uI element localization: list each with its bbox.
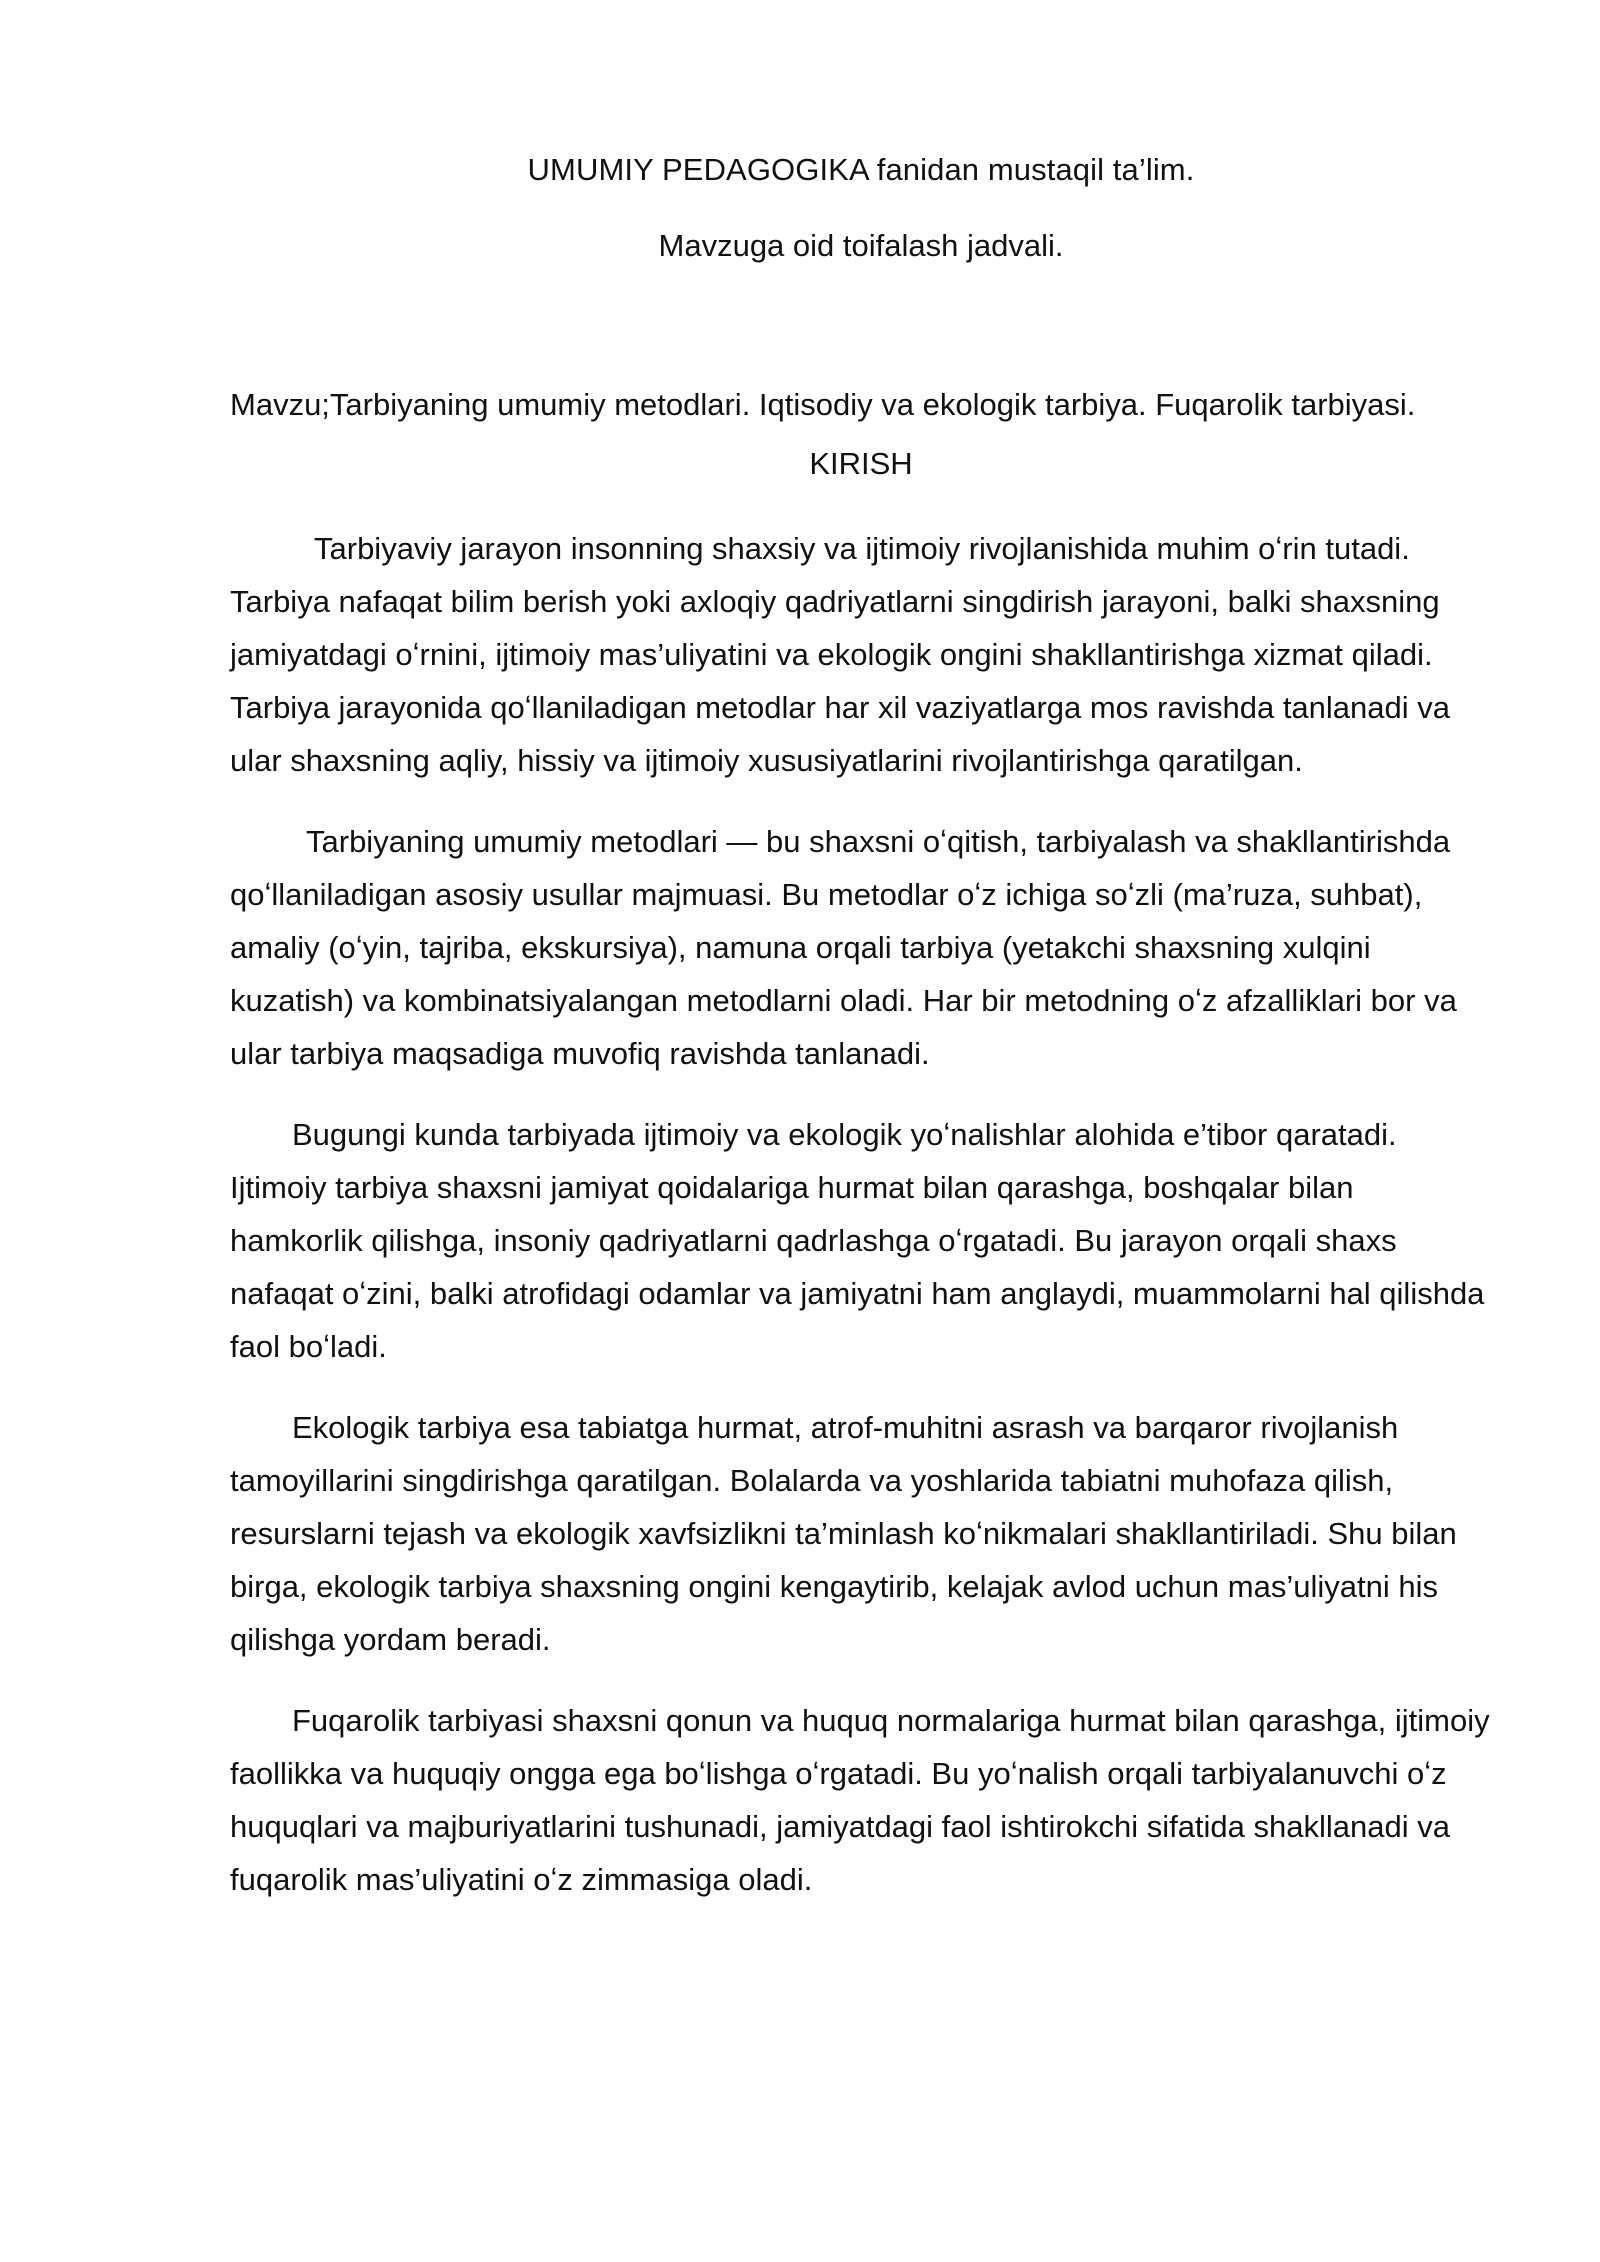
document-subtitle: Mavzuga oid toifalash jadvali. [658, 228, 1064, 263]
document-title: UMUMIY PEDAGOGIKA fanidan mustaqil ta’lim. [527, 152, 1195, 187]
paragraph: Tarbiyaning umumiy metodlari — bu shaxsni oʻqitish, tarbiyalash va shakllantirishda qoʻllaniladigan asosiy usullar majmuasi. Bu metodlar oʻz ichiga soʻzli (ma’ruza, suhbat), amaliy (oʻyin, tajriba, ekskursiya), namuna orqali tarbiya (yetakchi shaxsning xulqini kuzatish) va kombinatsiyalangan metodlarni oladi. Har bir metodning oʻz afzalliklari bor va ular tarbiya maqsadiga muvofiq ravishda tanlanadi. [230, 824, 1457, 1071]
section-heading: KIRISH [809, 446, 913, 481]
topic-line: Mavzu;Tarbiyaning umumiy metodlari. Iqtisodiy va ekologik tarbiya. Fuqarolik tarbiyasi. [230, 387, 1416, 422]
paragraph: Fuqarolik tarbiyasi shaxsni qonun va huquq normalariga hurmat bilan qarashga, ijtimoiy faollikka va huquqiy ongga ega boʻlishga oʻrgatadi. Bu yoʻnalish orqali tarbiyalanuvchi oʻz huquqlari va majburiyatlarini tushunadi, jamiyatdagi faol ishtirokchi sifatida shakllanadi va fuqarolik mas’uliyatini oʻz zimmasiga oladi. [230, 1703, 1490, 1897]
paragraph: Tarbiyaviy jarayon insonning shaxsiy va ijtimoiy rivojlanishida muhim oʻrin tutadi. Tarbiya nafaqat bilim berish yoki axloqiy qadriyatlarni singdirish jarayoni, balki shaxsning jamiyatdagi oʻrnini, ijtimoiy mas’uliyatini va ekologik ongini shakllantirishga xizmat qiladi. Tarbiya jarayonida qoʻllaniladigan metodlar har xil vaziyatlarga mos ravishda tanlanadi va ular shaxsning aqliy, hissiy va ijtimoiy xususiyatlarini rivojlantirishga qaratilgan. [230, 531, 1451, 778]
document-body [230, 150, 1492, 1934]
paragraph: Ekologik tarbiya esa tabiatga hurmat, atrof-muhitni asrash va barqaror rivojlanish tamoyillarini singdirishga qaratilgan. Bolalarda va yoshlarida tabiatni muhofaza qilish, resurslarni tejash va ekologik xavfsizlikni ta’minlash koʻnikmalari shakllantiriladi. Shu bilan birga, ekologik tarbiya shaxsning ongini kengaytirib, kelajak avlod uchun mas’uliyatni his qilishga yordam beradi. [230, 1410, 1457, 1657]
paragraph: Bugungi kunda tarbiyada ijtimoiy va ekologik yoʻnalishlar alohida e’tibor qaratadi. Ijtimoiy tarbiya shaxsni jamiyat qoidalariga hurmat bilan qarashga, boshqalar bilan hamkorlik qilishga, insoniy qadriyatlarni qadrlashga oʻrgatadi. Bu jarayon orqali shaxs nafaqat oʻzini, balki atrofidagi odamlar va jamiyatni ham anglaydi, muammolarni hal qilishda faol boʻladi. [230, 1117, 1485, 1364]
